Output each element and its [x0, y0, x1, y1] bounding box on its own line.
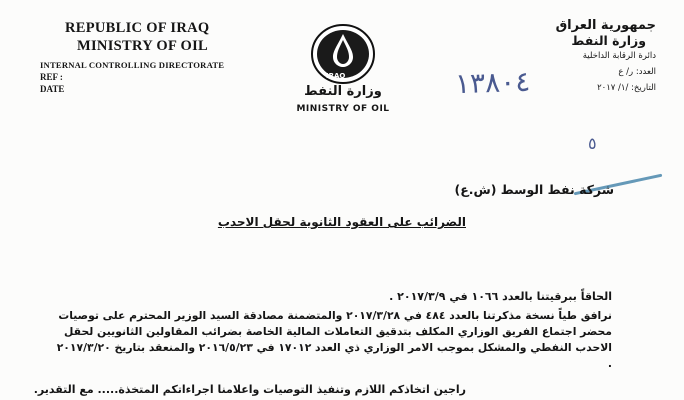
- body-paragraph: نرافق طياً نسخة مذكرتنا بالعدد ٤٨٤ في ٢٠١٧/٣/٢٨ والمتضمنة مصادقة السيد الوزير المحترم على توصيات محضر اجتماع الفريق الوزاري المكلف بتدقيق التعاملات المالية الخاصة بضرائب المقاولين الثانويين لحقل الاحدب النفطي والمشكل بموجب الامر الوزاري ذي العدد ١٧٠١٢ في ٢٠١٦/٥/٢٣ والمنعقد بتاريخ ٢٠١٧/٣/٢٠ .: [56, 309, 612, 370]
- closing-line: راجين اتخاذكم اللازم وتنفيذ التوصيات واعلامنا اجراءاتكم المتخذة..... مع التقدير.: [33, 383, 466, 396]
- reference-line: الحاقاً ببرقيتنا بالعدد ١٠٦٦ في ٢٠١٧/٣/٩ .: [389, 290, 612, 303]
- ref-label: REF :: [40, 72, 63, 82]
- oil-drop-emblem-icon: [288, 22, 398, 92]
- ministry-name-en: MINISTRY OF OIL: [77, 38, 209, 54]
- handwritten-reference-number: ١٣٨٠٤: [454, 64, 531, 101]
- country-name-ar: جمهورية العراق: [555, 18, 656, 33]
- english-letterhead: [40, 20, 270, 94]
- ministry-name-ar: وزارة النفط: [571, 33, 646, 48]
- date-label-ar: التاريخ: /١/ ٢٠١٧: [597, 83, 656, 93]
- logo-caption-en: MINISTRY OF OIL: [296, 104, 390, 114]
- directorate-name-ar: دائرة الرقابة الداخلية: [582, 51, 656, 61]
- ministry-logo: [288, 22, 398, 112]
- date-label: DATE: [40, 84, 65, 94]
- handwritten-mark: ٥: [588, 134, 597, 153]
- country-name-en: REPUBLIC OF IRAQ: [65, 20, 210, 36]
- directorate-name-en: INTERNAL CONTROLLING DIRECTORATE: [40, 60, 225, 70]
- number-label-ar: العدد: ر/ ع: [618, 67, 656, 77]
- logo-ring-text: IRAQ: [326, 72, 346, 80]
- addressee: شركة نفط الوسط (ش.ع): [454, 182, 614, 197]
- subject-line: الضرائب على العقود الثانوية لحقل الاحدب: [217, 215, 466, 229]
- logo-caption-ar: وزارة النفط: [304, 84, 382, 99]
